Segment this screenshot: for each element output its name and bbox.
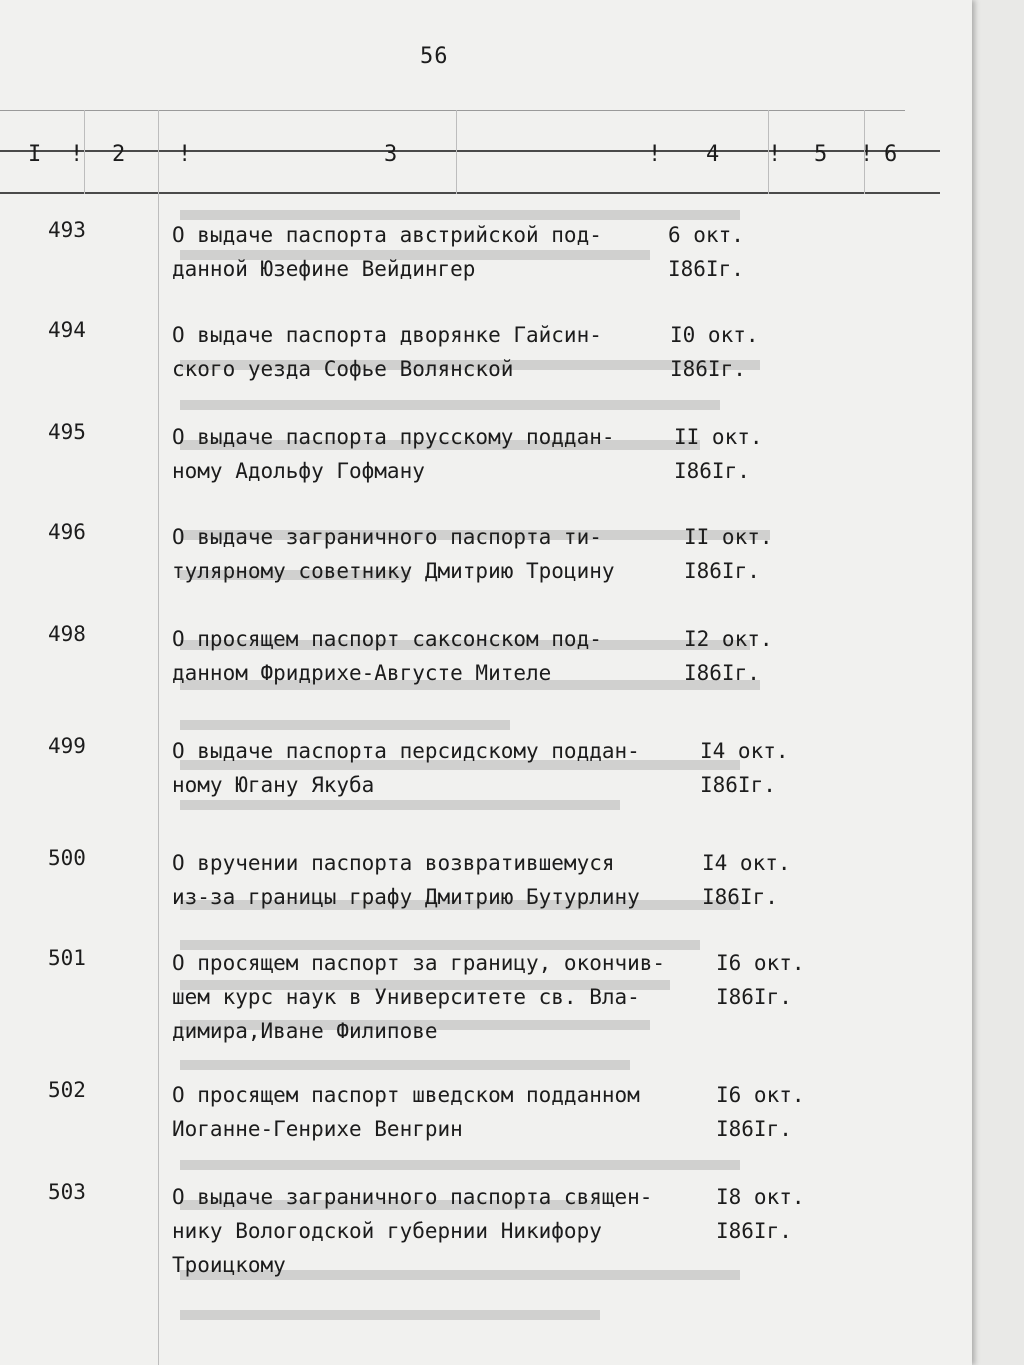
entry-date-year: I86Iг. (702, 885, 778, 909)
entry-subject-line: ского уезда Софье Волянской (172, 357, 514, 381)
entry-date-year: I86Iг. (674, 459, 750, 483)
entry-subject-line: ному Адольфу Гофману (172, 459, 425, 483)
entry-subject-line: О выдаче паспорта прусскому поддан- (172, 425, 615, 449)
column-header-separator: ! (648, 142, 662, 167)
entry-subject-line: О выдаче заграничного паспорта священ- (172, 1185, 653, 1209)
column-header-separator: ! (860, 142, 874, 167)
entry-date-year: I86Iг. (670, 357, 746, 381)
entry-subject-line: О просящем паспорт саксонском под- (172, 627, 602, 651)
entry-number: 503 (48, 1180, 86, 1204)
entry-subject (172, 420, 672, 488)
column-header-6: 6 (884, 142, 898, 167)
entry-subject-line: данной Юзефине Вейдингер (172, 257, 476, 281)
entry-date-day: I4 окт. (700, 739, 789, 763)
entry-date-day: I6 окт. (716, 1083, 805, 1107)
column-divider (84, 110, 85, 194)
entry-subject-line: Иоганне-Генрихе Венгрин (172, 1117, 463, 1141)
entry-date-year: I86Iг. (668, 257, 744, 281)
entry-number: 499 (48, 734, 86, 758)
entry-number: 501 (48, 946, 86, 970)
header-bottom-rule (0, 192, 940, 194)
column-header-separator: ! (768, 142, 782, 167)
entry-date (716, 946, 836, 1014)
column-header-2: 2 (112, 142, 126, 167)
entry-number: 495 (48, 420, 86, 444)
column-header-separator: ! (70, 142, 84, 167)
entry-subject-line: О выдаче заграничного паспорта ти- (172, 525, 602, 549)
entry-subject (172, 218, 672, 286)
column-header-5: 5 (814, 142, 828, 167)
page-number: 56 (420, 44, 449, 69)
entry-subject-line: данном Фридрихе-Августе Мителе (172, 661, 552, 685)
entry-date-day: 6 окт. (668, 223, 744, 247)
entry-subject (172, 946, 672, 1048)
entry-subject (172, 1078, 672, 1146)
entry-date (702, 846, 822, 914)
column-header-separator: ! (178, 142, 192, 167)
entry-date-year: I86Iг. (716, 1117, 792, 1141)
entry-number: 496 (48, 520, 86, 544)
entry-date (668, 218, 788, 286)
entry-subject (172, 622, 672, 690)
entry-date-year: I86Iг. (684, 559, 760, 583)
entry-subject-line: О выдаче паспорта персидскому поддан- (172, 739, 640, 763)
entry-subject-line: шем курс наук в Университете св. Вла- (172, 985, 640, 1009)
entry-number: 500 (48, 846, 86, 870)
entry-date-day: I4 окт. (702, 851, 791, 875)
entry-date-year: I86Iг. (684, 661, 760, 685)
entry-subject-line: Троицкому (172, 1253, 286, 1277)
header-top-rule (0, 110, 905, 111)
entry-number: 494 (48, 318, 86, 342)
entry-date (684, 520, 804, 588)
entry-subject-line: О просящем паспорт за границу, окончив- (172, 951, 666, 975)
entry-subject (172, 1180, 672, 1282)
entry-subject-line: ному Югану Якуба (172, 773, 375, 797)
entry-date-day: I2 окт. (684, 627, 773, 651)
entry-date-day: I0 окт. (670, 323, 759, 347)
header-rule (0, 150, 940, 152)
entry-subject-line: из-за границы графу Дмитрию Бутурлину (172, 885, 640, 909)
entry-number: 493 (48, 218, 86, 242)
entry-subject-line: О просящем паспорт шведском подданном (172, 1083, 640, 1107)
entry-date (684, 622, 804, 690)
column-header-1: I (28, 142, 42, 167)
entry-number: 502 (48, 1078, 86, 1102)
entry-subject-line: О выдаче паспорта дворянке Гайсин- (172, 323, 602, 347)
entry-date-day: I6 окт. (716, 951, 805, 975)
entry-subject (172, 734, 672, 802)
entry-subject (172, 520, 672, 588)
entry-date-day: I8 окт. (716, 1185, 805, 1209)
entry-date-day: II окт. (674, 425, 763, 449)
entry-date (716, 1180, 836, 1248)
entry-subject-line: тулярному советнику Дмитрию Троцину (172, 559, 615, 583)
entry-subject-line: нику Вологодской губернии Никифору (172, 1219, 602, 1243)
entry-date-year: I86Iг. (716, 985, 792, 1009)
entry-date (716, 1078, 836, 1146)
entry-subject (172, 318, 672, 386)
entry-date-year: I86Iг. (716, 1219, 792, 1243)
entry-number: 498 (48, 622, 86, 646)
column-header-4: 4 (706, 142, 720, 167)
entry-date (670, 318, 790, 386)
entry-subject (172, 846, 672, 914)
entry-date (674, 420, 794, 488)
entry-subject-line: О вручении паспорта возвратившемуся (172, 851, 615, 875)
column-divider (456, 110, 457, 194)
entry-date (700, 734, 820, 802)
entry-subject-line: димира,Иване Филипове (172, 1019, 438, 1043)
column-divider (158, 110, 159, 1365)
column-header-3: 3 (384, 142, 398, 167)
entry-subject-line: О выдаче паспорта австрийской под- (172, 223, 602, 247)
entry-date-day: II окт. (684, 525, 773, 549)
entry-date-year: I86Iг. (700, 773, 776, 797)
